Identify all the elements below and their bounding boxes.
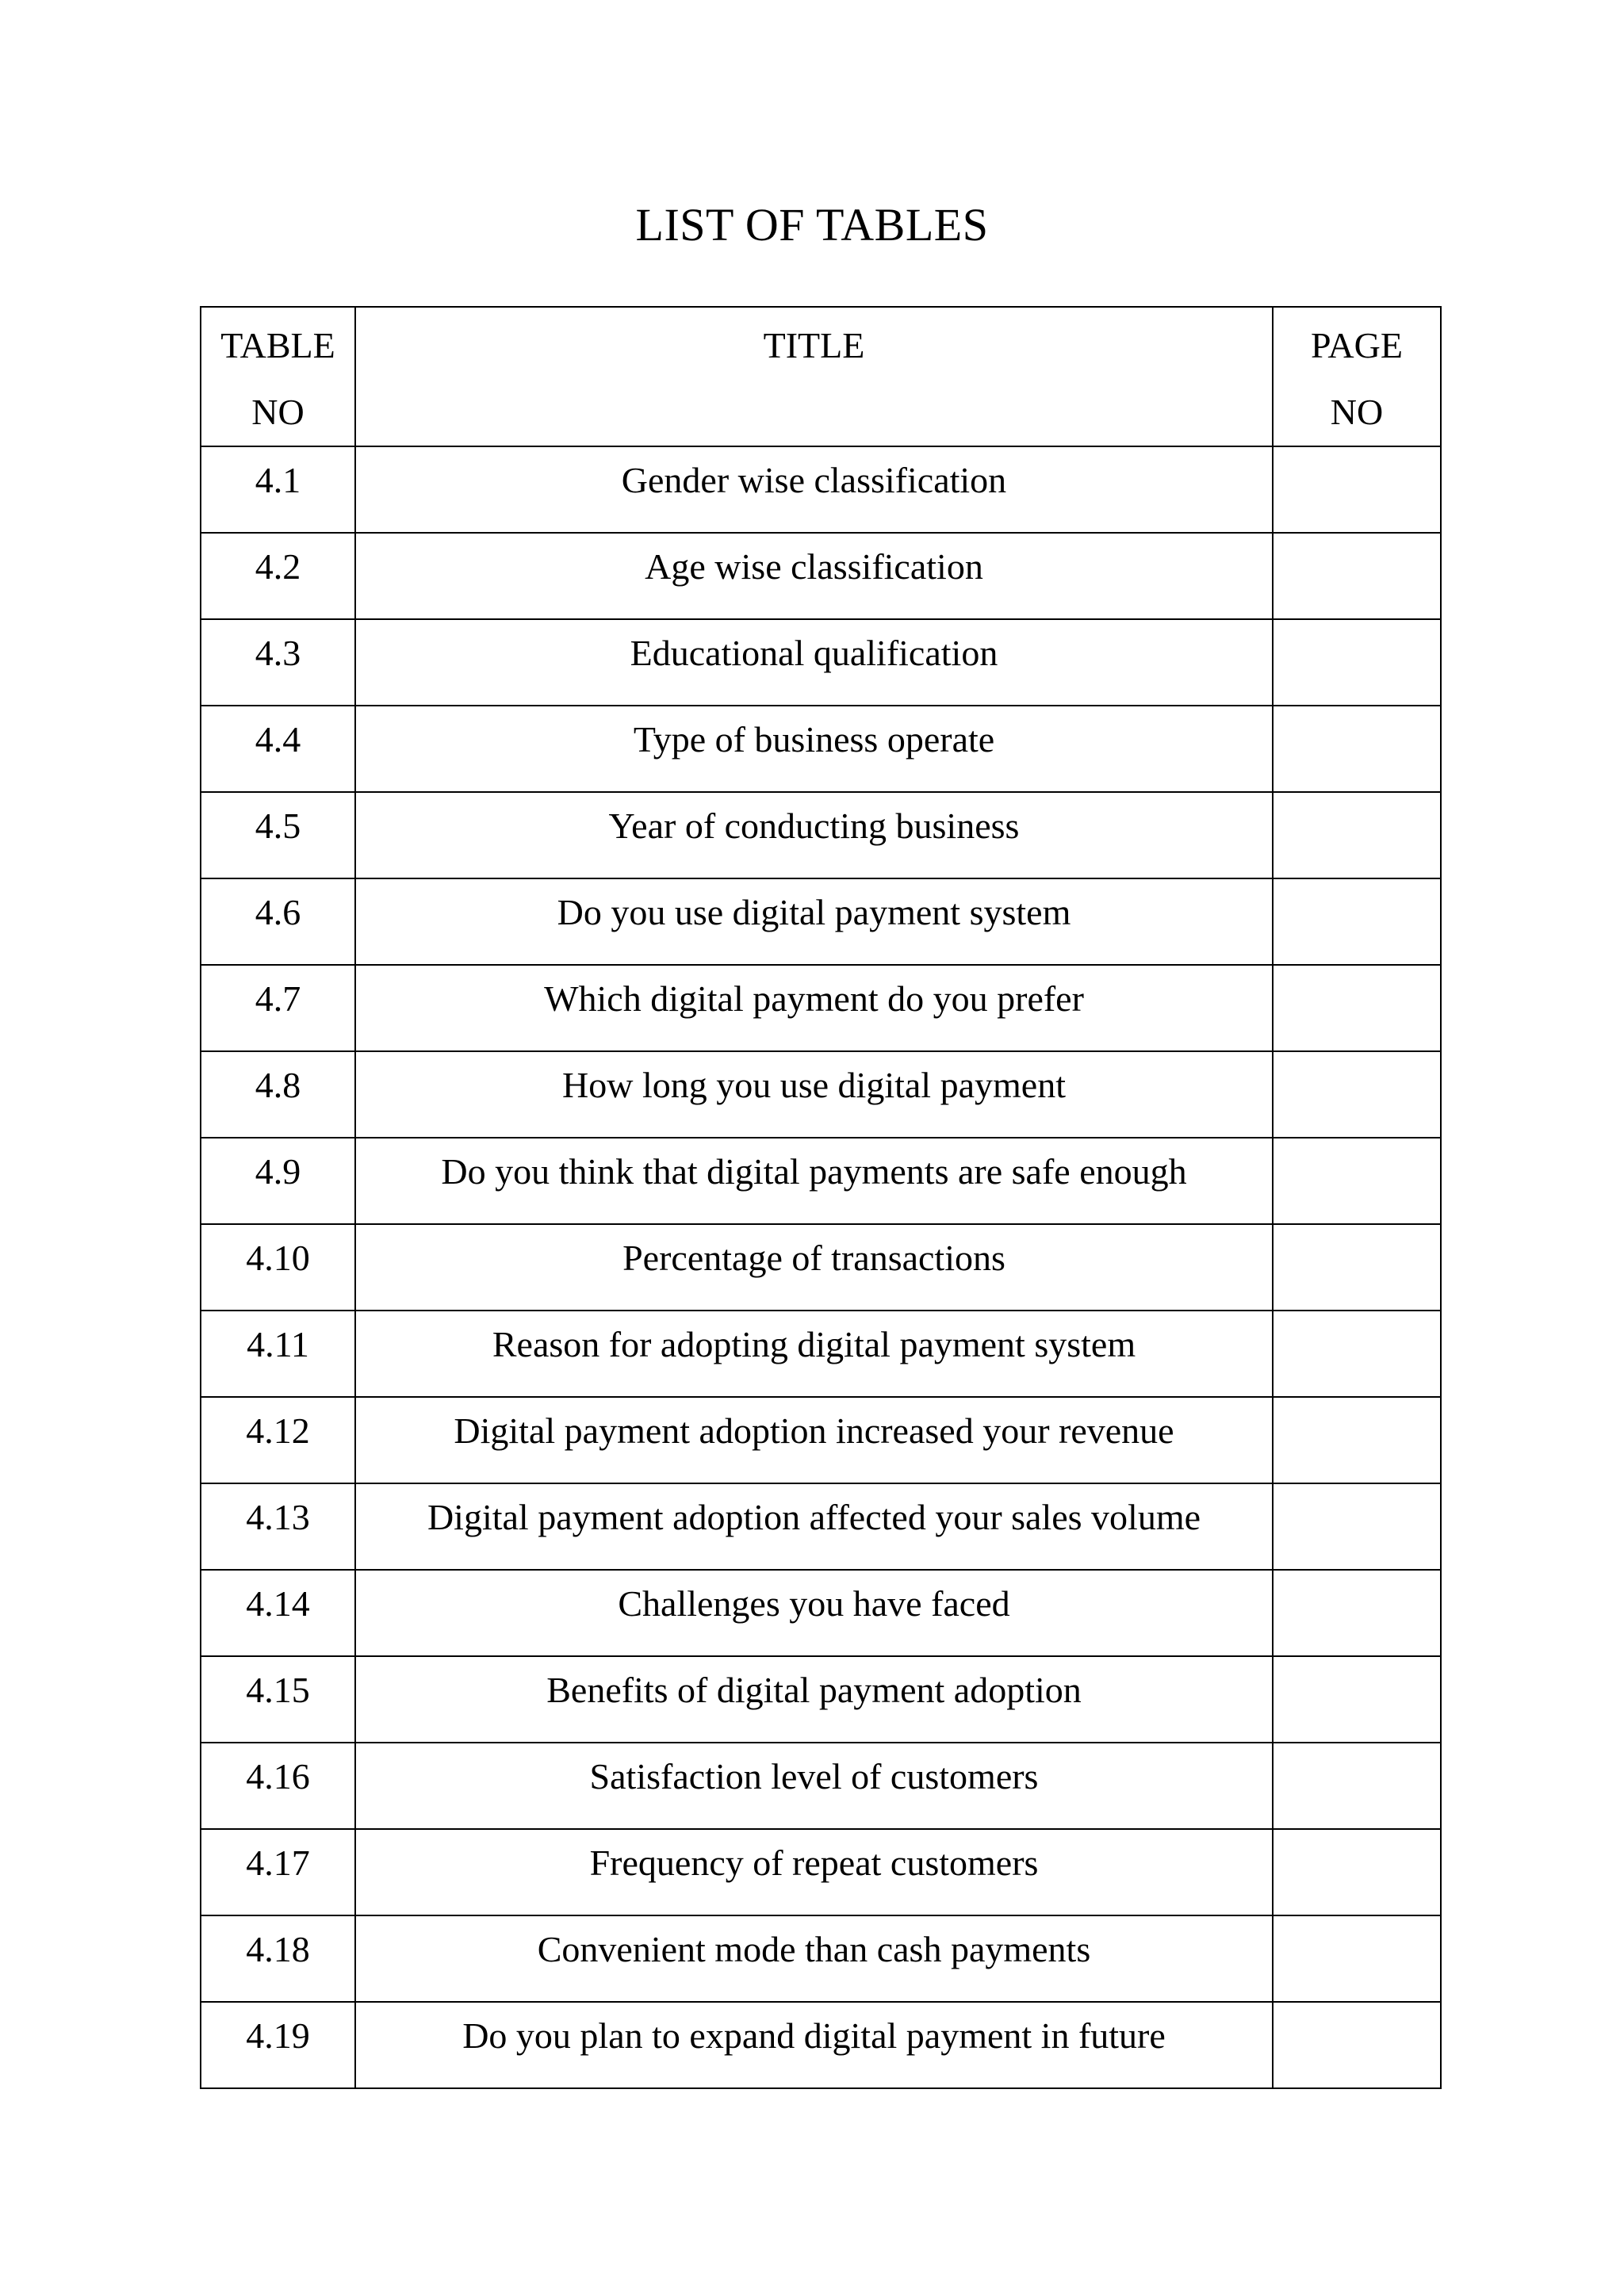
table-title-cell: Do you plan to expand digital payment in future: [355, 2002, 1273, 2088]
table-title-cell: Reason for adopting digital payment system: [355, 1311, 1273, 1397]
table-title-cell: Challenges you have faced: [355, 1570, 1273, 1656]
table-row: [201, 446, 1441, 533]
table-no-cell: 4.8: [201, 1051, 355, 1138]
table-title-cell: Satisfaction level of customers: [355, 1743, 1273, 1829]
table-row: [201, 1656, 1441, 1743]
table-no-cell: 4.12: [201, 1397, 355, 1483]
table-title-cell: Percentage of transactions: [355, 1224, 1273, 1311]
table-no-cell: 4.9: [201, 1138, 355, 1224]
table-row: [201, 1829, 1441, 1915]
table-row: [201, 965, 1441, 1051]
table-no-cell: 4.6: [201, 878, 355, 965]
table-no-cell: 4.15: [201, 1656, 355, 1743]
page-no-cell: [1273, 965, 1441, 1051]
table-no-cell: 4.1: [201, 446, 355, 533]
header-table-no-line-1: TABLE: [220, 325, 335, 365]
page-no-cell: [1273, 2002, 1441, 2088]
table-row: [201, 1483, 1441, 1570]
table-no-cell: 4.3: [201, 619, 355, 706]
table-title-cell: Benefits of digital payment adoption: [355, 1656, 1273, 1743]
table-title-cell: Do you think that digital payments are safe enough: [355, 1138, 1273, 1224]
table-title-cell: Convenient mode than cash payments: [355, 1915, 1273, 2002]
table-row: [201, 2002, 1441, 2088]
table-title-cell: Type of business operate: [355, 706, 1273, 792]
page-no-cell: [1273, 1483, 1441, 1570]
table-row: [201, 1397, 1441, 1483]
header-page-no-line-2: NO: [1330, 392, 1384, 432]
table-title-cell: Digital payment adoption affected your sales volume: [355, 1483, 1273, 1570]
page-no-cell: [1273, 1915, 1441, 2002]
table-title-cell: Do you use digital payment system: [355, 878, 1273, 965]
table-no-cell: 4.10: [201, 1224, 355, 1311]
page-no-cell: [1273, 446, 1441, 533]
table-row: [201, 706, 1441, 792]
table-row: [201, 533, 1441, 619]
header-title: TITLE: [355, 307, 1273, 446]
page-no-cell: [1273, 1311, 1441, 1397]
table-title-cell: Frequency of repeat customers: [355, 1829, 1273, 1915]
header-page-no: [1273, 307, 1441, 446]
page-no-cell: [1273, 619, 1441, 706]
page-no-cell: [1273, 706, 1441, 792]
table-title-cell: Age wise classification: [355, 533, 1273, 619]
table-no-cell: 4.2: [201, 533, 355, 619]
table-row: [201, 619, 1441, 706]
page-no-cell: [1273, 1829, 1441, 1915]
table-no-cell: 4.18: [201, 1915, 355, 2002]
table-row: [201, 1915, 1441, 2002]
page-no-cell: [1273, 1570, 1441, 1656]
table-no-cell: 4.11: [201, 1311, 355, 1397]
page-no-cell: [1273, 1397, 1441, 1483]
table-title-cell: Year of conducting business: [355, 792, 1273, 878]
page-no-cell: [1273, 792, 1441, 878]
page-no-cell: [1273, 533, 1441, 619]
table-row: [201, 1138, 1441, 1224]
table-no-cell: 4.17: [201, 1829, 355, 1915]
header-page-no-line-1: PAGE: [1311, 325, 1403, 365]
table-row: [201, 1743, 1441, 1829]
header-table-no: [201, 307, 355, 446]
table-header-row: [201, 307, 1441, 446]
table-title-cell: How long you use digital payment: [355, 1051, 1273, 1138]
table-title-cell: Digital payment adoption increased your revenue: [355, 1397, 1273, 1483]
page-no-cell: [1273, 878, 1441, 965]
table-row: [201, 1224, 1441, 1311]
page-no-cell: [1273, 1138, 1441, 1224]
table-no-cell: 4.14: [201, 1570, 355, 1656]
table-no-cell: 4.4: [201, 706, 355, 792]
page-no-cell: [1273, 1656, 1441, 1743]
table-title-cell: Educational qualification: [355, 619, 1273, 706]
table-no-cell: 4.13: [201, 1483, 355, 1570]
page-no-cell: [1273, 1743, 1441, 1829]
table-no-cell: 4.5: [201, 792, 355, 878]
table-row: [201, 1311, 1441, 1397]
table-no-cell: 4.19: [201, 2002, 355, 2088]
header-table-no-line-2: NO: [251, 392, 304, 432]
page-title: LIST OF TABLES: [635, 199, 989, 251]
table-row: [201, 1051, 1441, 1138]
table-title-cell: Gender wise classification: [355, 446, 1273, 533]
table-title-cell: Which digital payment do you prefer: [355, 965, 1273, 1051]
table-no-cell: 4.7: [201, 965, 355, 1051]
table-no-cell: 4.16: [201, 1743, 355, 1829]
page-no-cell: [1273, 1051, 1441, 1138]
table-row: [201, 792, 1441, 878]
list-of-tables: [200, 306, 1442, 2089]
page-no-cell: [1273, 1224, 1441, 1311]
table-body: [201, 446, 1441, 2088]
table-row: [201, 878, 1441, 965]
table-row: [201, 1570, 1441, 1656]
